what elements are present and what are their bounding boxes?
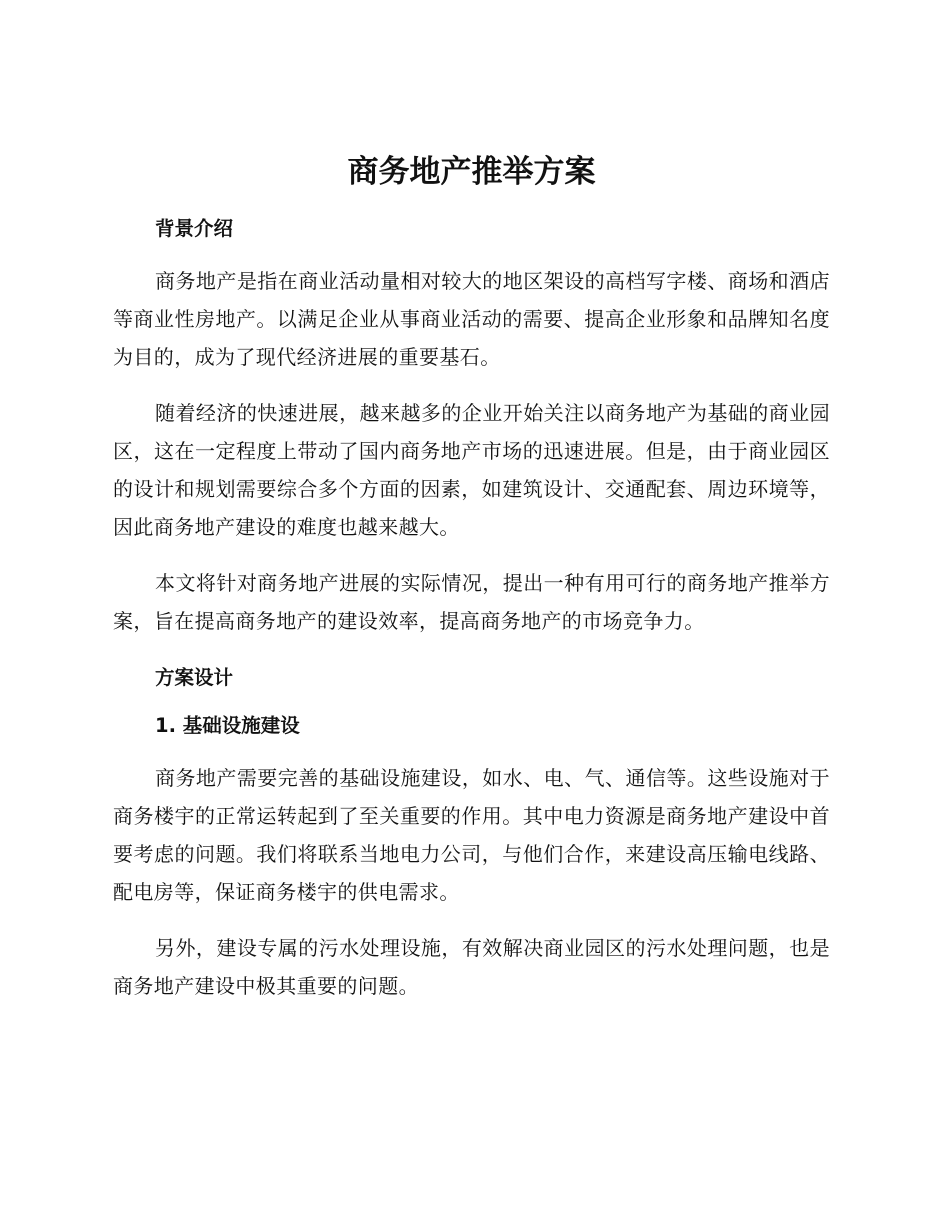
subsection-heading-infrastructure: 1. 基础设施建设 xyxy=(155,714,300,737)
background-paragraph-1: 商务地产是指在商业活动量相对较大的地区架设的高档写字楼、商场和酒店等商业性房地产。以满足企业从事商业活动的需要、提高企业形象和品牌知名度为目的，成为了现代经济进展的重要基石。 xyxy=(113,269,830,369)
background-paragraph-2: 随着经济的快速进展，越来越多的企业开始关注以商务地产为基础的商业园区，这在一定程度上带动了国内商务地产市场的迅速进展。但是，由于商业园区的设计和规划需要综合多个方面的因素，如建筑设计、交通配套、周边环境等，因此商务地产建设的难度也越来越大。 xyxy=(113,401,830,539)
infrastructure-paragraph-2: 另外，建设专属的污水处理设施，有效解决商业园区的污水处理问题，也是商务地产建设中极其重要的问题。 xyxy=(113,936,830,998)
document-title: 商务地产推举方案 xyxy=(347,154,596,190)
document-body xyxy=(113,148,830,1023)
infrastructure-paragraph-1: 商务地产需要完善的基础设施建设，如水、电、气、通信等。这些设施对于商务楼宇的正常运转起到了至关重要的作用。其中电力资源是商务地产建设中首要考虑的问题。我们将联系当地电力公司，与他们合作，来建设高压输电线路、配电房等，保证商务楼宇的供电需求。 xyxy=(113,766,830,904)
section-heading-design: 方案设计 xyxy=(155,666,234,689)
section-heading-background: 背景介绍 xyxy=(155,217,234,240)
background-paragraph-3: 本文将针对商务地产进展的实际情况，提出一种有用可行的商务地产推举方案，旨在提高商务地产的建设效率，提高商务地产的市场竞争力。 xyxy=(113,571,830,633)
